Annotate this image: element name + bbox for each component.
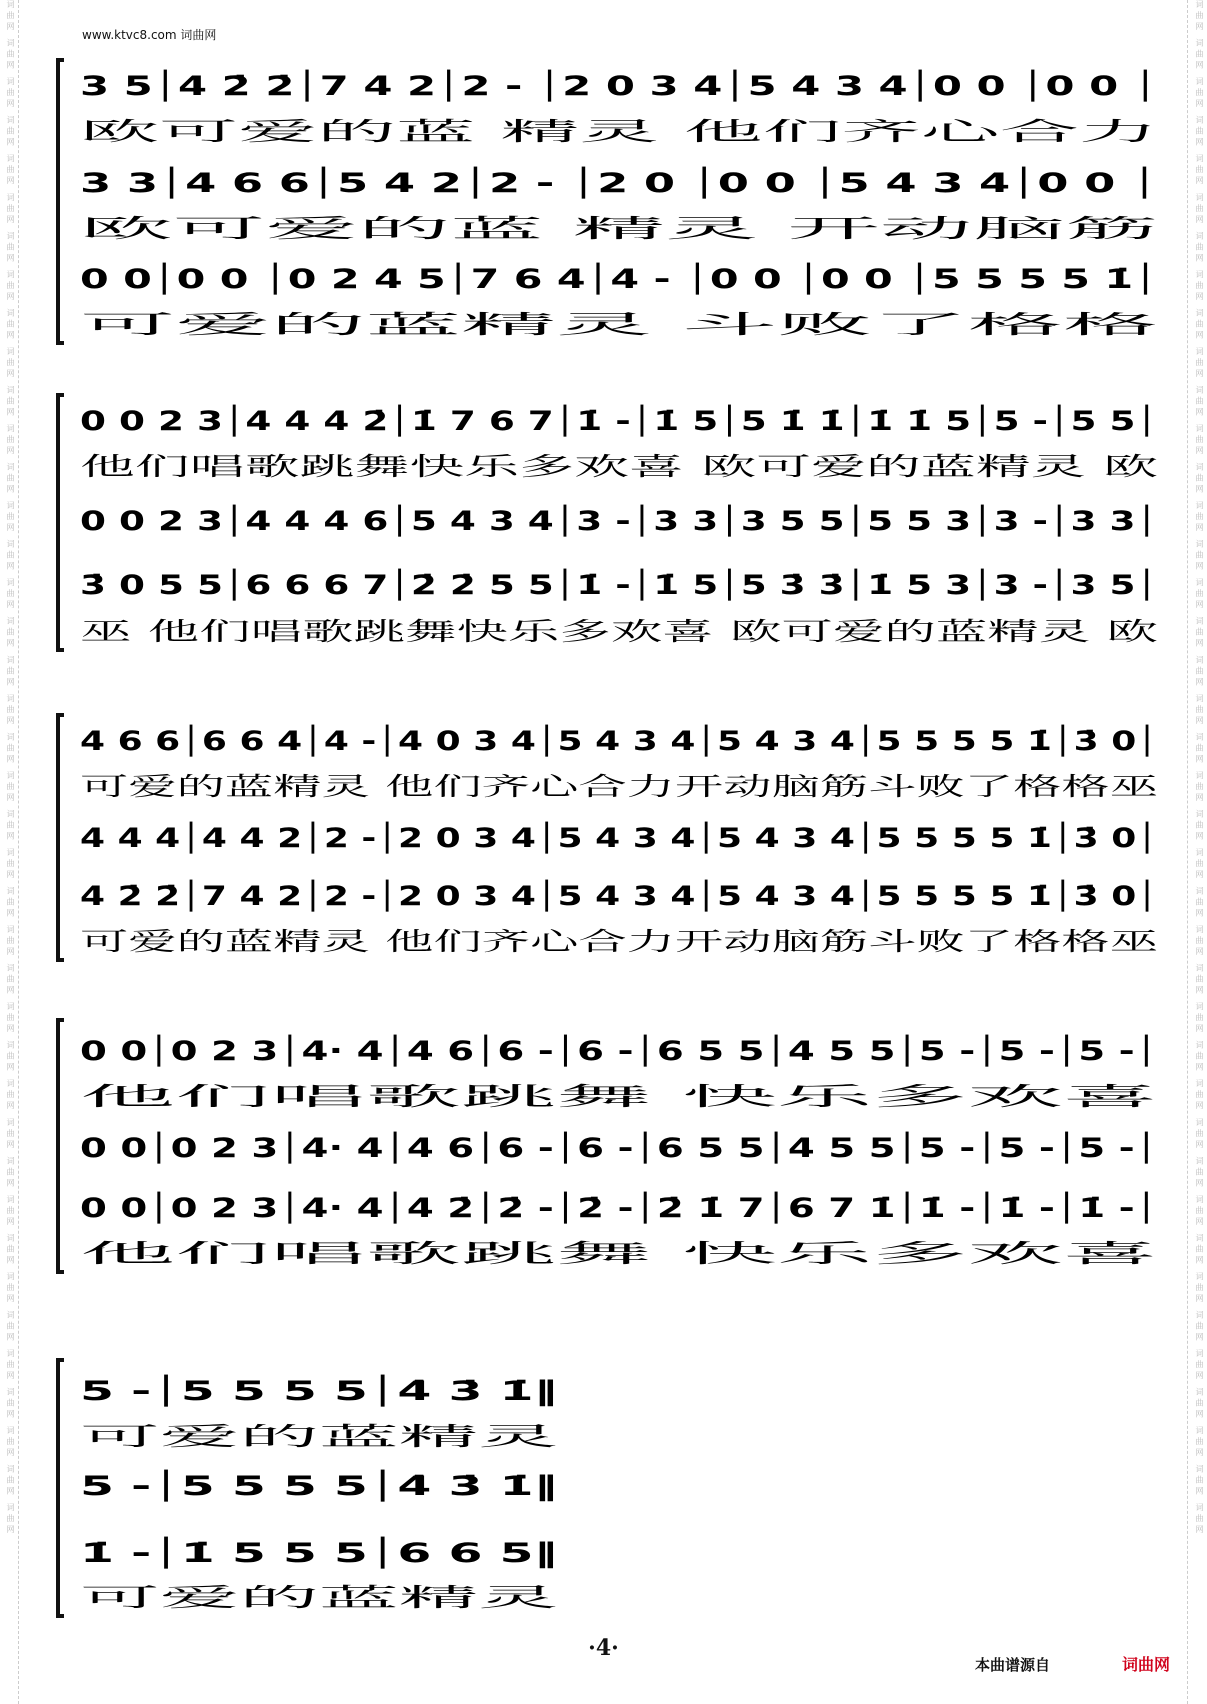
system-bracket	[58, 715, 64, 960]
lyric-row: 他们唱歌跳舞快乐多欢喜 欧可爱的蓝精灵 欧	[80, 452, 1158, 481]
system-1	[58, 60, 1158, 343]
notation-row: 3 3│4 6 6│5 4 2│2 - │2 0 │0 0 │5 4 3 4│0 0 │	[80, 168, 729, 199]
notation-row: 4 6 6│6 6 4│4 -│4 0 3 4│5 4 3 4│5 4 3 4│5 5 5 5 1̇│3̇ 0│	[80, 726, 889, 757]
notation-row: 0 0│0 2 3│4· 4│4 6│6 -│6 -│6 5 5│4 5 5│5 -│5 -│5 -│	[80, 1036, 833, 1067]
system-bracket	[58, 1360, 64, 1616]
notation-row: 0 0 2 3│4 4 4 2̇│1̇ 7 6 7│1̇ -│1̇ 5│5 1̇ 1̇│1̇ 1̇ 5│5 -│5 5│	[80, 406, 860, 437]
page-number: ·4·	[588, 1635, 619, 1661]
source-label: 本曲谱源自	[975, 1656, 1051, 1674]
notation-row: 4 4 4│4 4 2│2 -│2 0 3 4│5 4 3 4│5 4 3 4│5 5 5 5 1̇│3̇ 0│	[80, 823, 889, 854]
notation-row: 3 5│4 2̇ 2̇│7 4 2│2 - │2 0 3 4│5 4 3 4│0 0 │0 0 │	[80, 71, 776, 102]
lyric-row: 可爱的蓝精灵 斗败了格格	[80, 310, 1158, 339]
system-2	[58, 395, 1158, 650]
notation-row: 1̇ -│1̇ 5 5 5│6 6 5‖	[80, 1538, 344, 1569]
lyric-row: 巫 他们唱歌跳舞快乐多欢喜 欧可爱的蓝精灵 欧	[80, 617, 1158, 646]
side-watermark-right: 词曲网 词曲网 词曲网 词曲网 词曲网 词曲网 词曲网 词曲网 词曲网 词曲网 词曲网 词曲网 词曲网 词曲网 词曲网 词曲网 词曲网 词曲网 词曲网 词曲网 词曲网 词曲网 词曲网 词曲网 词曲网 词曲网 词曲网 词曲网 词曲网 词曲网 词曲网 词曲网 词曲网 词曲网 词曲网 词曲网 词曲网 词曲网 词曲网 词曲网	[1195, 0, 1204, 1537]
site-logo: 词曲网	[1122, 1655, 1171, 1674]
notation-row: 0 0│0 2 3│4· 4│4 2̇│2̇ -│2̇ -│2̇ 1̇ 7│6 7 1̇│1̇ -│1̇ -│1̇ -│	[80, 1193, 833, 1224]
system-bracket	[58, 1020, 64, 1272]
system-5	[58, 1360, 558, 1616]
lyric-row: 他们唱歌跳舞 快乐多欢喜	[80, 1239, 1158, 1268]
site-header: www.ktvc8.com 词曲网	[82, 28, 217, 42]
system-bracket	[58, 395, 64, 650]
side-watermark-left: 词曲网 词曲网 词曲网 词曲网 词曲网 词曲网 词曲网 词曲网 词曲网 词曲网 词曲网 词曲网 词曲网 词曲网 词曲网 词曲网 词曲网 词曲网 词曲网 词曲网 词曲网 词曲网 词曲网 词曲网 词曲网 词曲网 词曲网 词曲网 词曲网 词曲网 词曲网 词曲网 词曲网 词曲网 词曲网 词曲网 词曲网 词曲网 词曲网 词曲网	[6, 0, 15, 1537]
lyric-row: 他们唱歌跳舞 快乐多欢喜	[80, 1082, 1158, 1111]
notation-row: 5 -│5 5 5 5│4̇ 3̇ 1̇‖	[80, 1471, 344, 1502]
lyric-row: 欧可爱的蓝 精灵 他们齐心合力	[80, 117, 1158, 146]
lyric-row: 欧可爱的蓝 精灵 开动脑筋	[80, 214, 1158, 243]
notation-row: 4 2̇ 2̇│7 4 2│2 -│2 0 3 4│5 4 3 4│5 4 3 4│5 5 5 5 1̇│3̇ 0│	[80, 881, 889, 912]
lyric-row: 可爱的蓝精灵	[80, 1583, 558, 1612]
system-3	[58, 715, 1158, 960]
system-bracket	[58, 60, 64, 343]
notation-row: 5 -│5 5 5 5│4̇ 3̇ 1̇‖	[80, 1376, 344, 1407]
notation-row: 0 0│0 2 3│4· 4│4 6│6 -│6 -│6 5 5│4 5 5│5 -│5 -│5 -│	[80, 1133, 833, 1164]
system-4	[58, 1020, 1158, 1272]
lyric-row: 可爱的蓝精灵	[80, 1422, 558, 1451]
notation-row: 0 0│0 0 │0 2 4 5│7 6 4│4 - │0 0 │0 0 │5 5 5 5 1̇│	[80, 264, 785, 295]
lyric-row: 可爱的蓝精灵 他们齐心合力开动脑筋斗败了格格巫	[80, 927, 1158, 956]
notation-row: 3̇ 0 5 5│6 6 6 7│2̇ 2̇ 5 5│1̇ -│1̇ 5│5 3̇ 3̇│1̇ 5 3│3 -│3 5│	[80, 570, 860, 601]
notation-row: 0 0 2 3│4 4 4 6│5 4 3 4│3 -│3 3│3 5 5│5 5 3│3 -│3 3│	[80, 506, 860, 537]
lyric-row: 可爱的蓝精灵 他们齐心合力开动脑筋斗败了格格巫	[80, 772, 1158, 801]
